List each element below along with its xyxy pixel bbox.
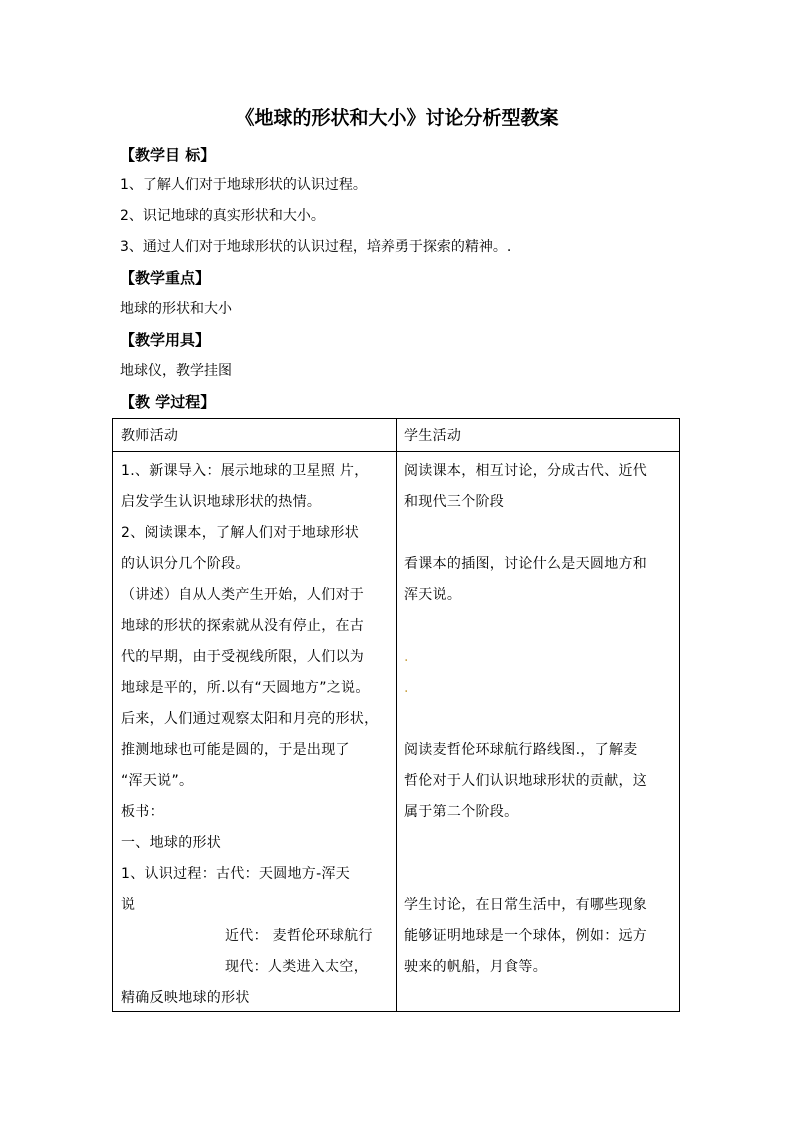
student-line: 属于第二个阶段。 (404, 804, 519, 820)
student-line: 阅读麦哲伦环球航行路线图.，了解麦 (404, 742, 638, 758)
student-line: 浑天说。 (404, 587, 462, 603)
tools-text: 地球仪，教学挂图 (120, 363, 232, 379)
objective-item-1: 1、了解人们对于地球形状的认识过程。 (120, 177, 367, 193)
teacher-line: 启发学生认识地球形状的热情。 (121, 494, 322, 510)
teacher-line: 地球的形状的探索就从没有停止，在古 (121, 618, 365, 634)
teacher-line: 精确反映地球的形状 (121, 990, 250, 1006)
objectives-heading: 【教学目 标】 (120, 146, 216, 164)
student-line (404, 859, 674, 890)
student-line: 和现代三个阶段 (404, 494, 505, 510)
teacher-column-header: 教师活动 (121, 428, 179, 444)
teacher-line: 1、认识过程：古代：天圆地方-浑天 (121, 866, 351, 882)
teacher-line: 的认识分几个阶段。 (121, 556, 250, 572)
student-line: 学生讨论，在日常生活中，有哪些现象 (404, 897, 648, 913)
teacher-line: “浑天说”。 (121, 773, 194, 789)
student-line: 能够证明地球是一个球体，例如：远方 (404, 928, 648, 944)
teacher-line: （讲述）自从人类产生开始，人们对于 (121, 587, 365, 603)
student-line: . (404, 649, 409, 665)
process-table (112, 418, 680, 1012)
teacher-line: 说 (121, 897, 136, 913)
student-line (404, 518, 674, 549)
page-title: 《地球的形状和大小》讨论分析型教案 (235, 107, 559, 129)
teacher-line: 2、阅读课本，了解人们对于地球形状 (121, 525, 360, 541)
table-column-divider (396, 419, 397, 1011)
teacher-line: 后来，人们通过观察太阳和月亮的形状， (121, 711, 379, 727)
teacher-line: 板书： (121, 804, 164, 820)
teacher-line: 代的早期，由于受视线所限，人们以为 (121, 649, 365, 665)
student-activity-cell (404, 456, 674, 983)
teacher-line: 推测地球也可能是圆的，于是出现了 (121, 742, 350, 758)
objective-item-3: 3、通过人们对于地球形状的认识过程，培养勇于探索的精神。. (120, 239, 512, 255)
key-point-heading: 【教学重点】 (120, 269, 211, 287)
teacher-line: 一、地球的形状 (121, 835, 222, 851)
teacher-line: 现代：人类进入太空， (225, 959, 368, 975)
tools-heading: 【教学用具】 (120, 331, 211, 349)
student-line (404, 828, 674, 859)
objective-item-2: 2、识记地球的真实形状和大小。 (120, 208, 325, 224)
key-point-text: 地球的形状和大小 (120, 301, 232, 317)
student-line: 阅读课本，相互讨论，分成古代、近代 (404, 463, 648, 479)
teacher-header-cell (121, 421, 393, 452)
teacher-line: 近代： 麦哲伦环球航行 (225, 928, 373, 944)
student-line: 看课本的插图，讨论什么是天圆地方和 (404, 556, 648, 572)
teacher-line: 地球是平的，所.以有“天圆地方”之说。 (121, 680, 370, 696)
student-line (404, 611, 674, 642)
student-line: . (404, 680, 409, 696)
student-column-header: 学生活动 (404, 428, 462, 444)
process-heading: 【教 学过程】 (120, 393, 216, 411)
student-line (404, 704, 674, 735)
teacher-line: 1.、新课导入：展示地球的卫星照 片， (121, 463, 369, 479)
teacher-activity-cell (121, 456, 393, 1014)
student-line: 驶来的帆船，月食等。 (404, 959, 547, 975)
student-line: 哲伦对于人们认识地球形状的贡献，这 (404, 773, 648, 789)
student-header-cell (404, 421, 674, 452)
